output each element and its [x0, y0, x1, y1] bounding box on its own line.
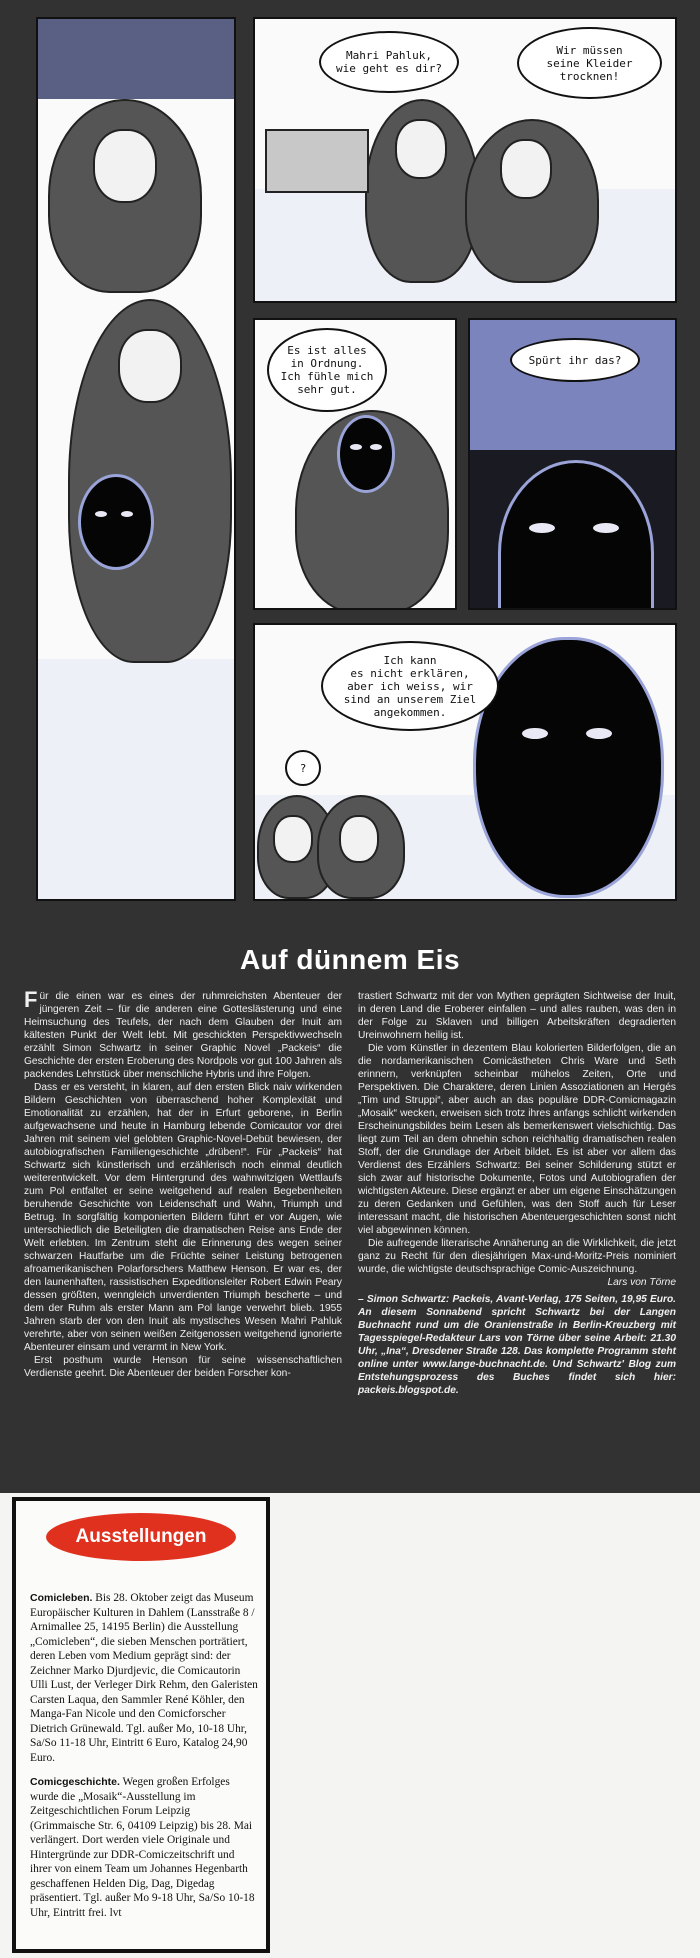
- ghost-mask: [473, 637, 664, 898]
- figure-face: [500, 139, 552, 199]
- article-body: [24, 987, 676, 1397]
- figure-face: [93, 129, 157, 203]
- article-column-2: [358, 990, 676, 1397]
- exhibition-text: Wegen großen Erfolges wurde die „Mosaik“-Ausstellung im Zeitgeschichtlichen Forum Leipzig (Grimmaische Str. 6, 04109 Leipzig) bis 28. Mai verlängert. Dort werden viele Originale und Hintergründe zur DDR-Comiczeitschrift und ihrer von einem Team um Johannes Hegenbarth geschaffenen Helden Dig, Dag, Digedag präsentiert. Tgl. außer Mo 9-18 Uhr, Sa/So 10-18 Uhr, Eintritt frei. lvt: [30, 1776, 255, 1919]
- book-info: – Simon Schwartz: Packeis, Avant-Verlag, 175 Seiten, 19,95 Euro. An diesem Sonnabend spricht Schwartz bei der Langen Buchnacht rund um die Oranienstraße in Berlin-Kreuzberg mit Tagesspiegel-Redakteur Lars von Törne über seine Arbeit: 21.30 Uhr, „Ina“, Dresdener Straße 128. Das komplette Programm steht online unter www.lange-buchnacht.de. Und Schwartz' Blog zum Entstehungsprozess des Buches findet sich hier: packeis.blogspot.de.: [358, 1294, 676, 1396]
- speech-bubble: Es ist alles in Ordnung. Ich fühle mich sehr gut.: [267, 328, 387, 412]
- paragraph: Dass er es versteht, in klaren, auf den ersten Blick naiv wirkenden Bildern Geschichten von überraschend hoher Komplexität und Emotionalität zu erzählen, hat der in Erfurt geborene, in Berlin aufgewachsene und heute in Hamburg lebende Comicautor vor drei Jahren mit seinem viel gelobten Graphic-Novel-Debüt bewiesen, der autobiografischen Familiengeschichte „drüben!“. Für „Packeis“ hat Schwartz sich künstlerisch und erzählerisch noch einmal deutlich weiterentwickelt. Vor dem Hintergrund des wahnwitzigen Wettlaufs zum Pol entfaltet er seine weitgehend auf realen Begebenheiten beruhende Geschichte von Leidenschaft und Wahn, Triumph und Betrug. In sorgfältig komponierten Bildern führt er vor Augen, wie unterschiedlich die Beteiligten die dramatischen Reise ans Ende der Welt erlebten. Im Zentrum steht die Erinnerung des wegen seiner schwarzen Hautfarbe um die Früchte seiner Leistung betrogenen afroamerikanischen Polarforschers Matthew Henson. Er war es, der den launenhaften, rassistischen Expeditionsleiter Robert Edwin Peary dessen größten, wenngleich unverdienten Triumph bescherte – und dem der Ruhm als erster Mann am Pol lange verwehrt blieb. 1955 Jahren starb der von den Inuit als mystisches Wesen Mahri Pahluk verehrte, aber von seinen weißen Zeitgenossen weitgehend ignorierte Abenteurer einsam und verarmt in New York.: [24, 1082, 342, 1353]
- paragraph: Die aufregende literarische Annäherung an die Wirklichkeit, die jetzt ganz zu Recht für den diesjährigen Max-und-Moritz-Preis nominiert wurde, die wichtigste deutschsprachige Comic-Auszeichnung.: [358, 1238, 676, 1275]
- author-signature: Lars von Törne: [607, 1277, 676, 1288]
- speech-bubble: Wir müssen seine Kleider trocknen!: [517, 27, 662, 99]
- comic-panel-4: [468, 318, 677, 610]
- article-headline: Auf dünnem Eis: [239, 944, 461, 975]
- question-bubble: ?: [285, 750, 321, 786]
- exhibition-item: [30, 1591, 258, 1765]
- figure-face: [339, 815, 379, 863]
- ausstellungen-box: [12, 1497, 270, 1953]
- exhibition-title: Comicleben.: [30, 1592, 93, 1604]
- speech-bubble: Ich kann es nicht erklären, aber ich weiss, wir sind an unserem Ziel angekommen.: [321, 641, 499, 731]
- exhibition-text: Bis 28. Oktober zeigt das Museum Europäischer Kulturen in Dahlem (Lansstraße 8 / Arnimallee 25, 14195 Berlin) die Ausstellung „Comicleben“, die sieben Menschen porträtiert, deren Leben vom Medium geprägt sind: der Zeichner Marko Djurdjevic, die Comicautorin Ulli Lust, der Verleger Dirk Rehm, den Galeristen Carsten Laqua, den Sammler René Köhler, den Manga-Fan Nicole und den Comicforscher Dietrich Grünewald. Tgl. außer Mo, 10-18 Uhr, Sa/So 11-18 Uhr, Eintritt 6 Euro, Katalog 24,90 Euro.: [30, 1592, 258, 1764]
- ghost-mask: [498, 460, 654, 610]
- sled: [265, 129, 369, 193]
- paragraph: Die vom Künstler in dezentem Blau kolorierten Bilderfolgen, die an die nordamerikanischen Comicästheten Chris Ware und Seth erinnern, verknüpfen scheinbar mühelos Zeiten, Orte und Perspektiven. Die Charaktere, deren Linien Assoziationen an Hergés „Tim und Struppi“, aber auch an das populäre DDR-Comicmagazin „Mosaik“ wecken, erweisen sich trotz ihres anfangs schlicht wirkenden Erscheinungsbildes beim Lesen als bemerkenswert vielschichtig. Das liegt zum Teil an dem ohnehin schon reichhaltig dramatischen realen Stoff, der die Grundlage der Arbeit bildet. Es ist aber vor allem das Verdienst des Erzählers Schwartz: Bei seiner Schilderung stützt er sich zwar auf historische Dokumente, Fotos und Autobiografien der wichtigsten Akteure. Diese ergänzt er aber um eigene Einschätzungen zu deren Gedanken und Gefühlen, was den Stoff auch für Leser interessant macht, die historischen Abenteuergeschichten sonst nicht viel abgewinnen können.: [358, 1043, 676, 1236]
- comic-panel-5: [253, 623, 677, 901]
- comic-panel-2: [253, 17, 677, 303]
- speech-bubble: Mahri Pahluk, wie geht es dir?: [319, 31, 459, 93]
- paragraph: trastiert Schwartz mit der von Mythen geprägten Sichtweise der Inuit, in deren Land die Eroberer einfallen – und alles rauben, was den in der Folge zu Sklaven und billigen Arbeitskräften degradierten Ureinwohnern heilig ist.: [358, 991, 676, 1041]
- comic-panel-3: [253, 318, 457, 610]
- night-sky: [38, 19, 234, 99]
- exhibition-title: Comicgeschichte.: [30, 1776, 120, 1788]
- article-column-1: [24, 987, 342, 1397]
- comic-panel-1: [36, 17, 236, 901]
- figure-face: [395, 119, 447, 179]
- figure-face: [273, 815, 313, 863]
- blank-area: [272, 1497, 700, 1958]
- ghost-mask: [337, 415, 395, 493]
- figure-face: [118, 329, 182, 403]
- ausstellungen-badge: Ausstellungen: [46, 1513, 236, 1561]
- ausstellungen-list: [30, 1591, 258, 1930]
- paragraph: Erst posthum wurde Henson für seine wissenschaftlichen Verdienste geehrt. Die Abenteuer der beiden Forscher kon-: [24, 1355, 342, 1379]
- speech-bubble: Spürt ihr das?: [510, 338, 640, 382]
- paragraph: Für die einen war es eines der ruhmreichsten Abenteuer der jüngeren Zeit – für die anderen eine Gotteslästerung und eine Heimsuchung des Teufels, der nach dem Glauben der Inuit am kältesten Punkt der Welt lebt. Mit geschickten Perspektivwechseln erzählt Simon Schwartz in seiner Graphic Novel „Packeis“ die Geschichte der ersten Eroberung des Nordpols vor gut 100 Jahren als packendes Lehrstück über menschliche Hybris und ihre Folgen.: [24, 987, 342, 1080]
- exhibition-item: [30, 1775, 258, 1920]
- ghost-mask: [78, 474, 154, 570]
- snow-ground: [38, 659, 234, 899]
